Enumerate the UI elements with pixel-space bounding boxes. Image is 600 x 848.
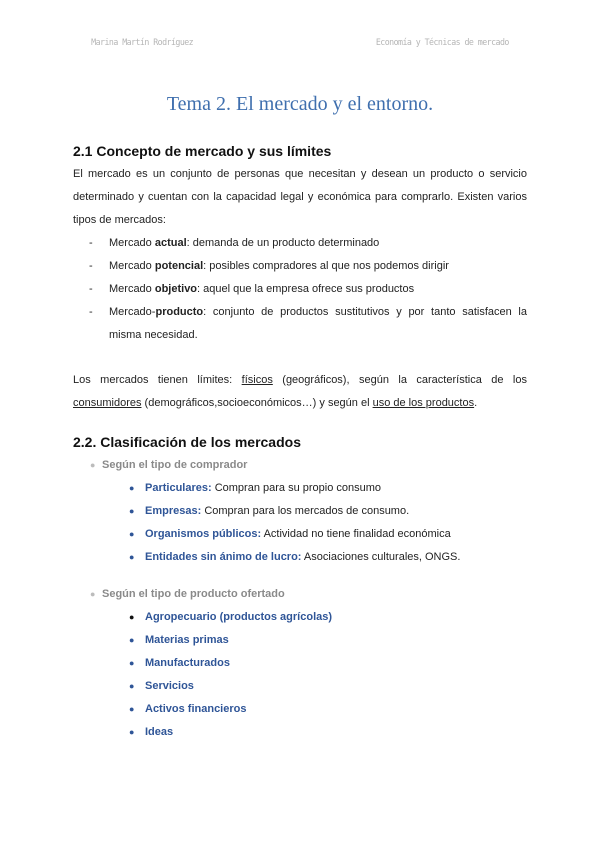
list-item: ● Empresas: Compran para los mercados de consumo. [73, 500, 527, 523]
bullet-icon: ● [129, 727, 135, 737]
market-limits-paragraph: Los mercados tienen límites: físicos (geográficos), según la característica de los consumidores (demográficos,socioeconómicos…) y según el uso de los productos. [73, 374, 527, 409]
list-item: - Mercado objetivo: aquel que la empresa ofrece sus productos [73, 278, 527, 301]
list-item: - Mercado-producto: conjunto de productos sustitutivos y por tanto satisfacen la misma necesidad. [73, 301, 527, 347]
category-product-type: ● Según el tipo de producto ofertado [73, 583, 527, 606]
dash-icon: - [89, 283, 93, 295]
bullet-icon: ● [129, 612, 135, 622]
dash-icon: - [89, 237, 93, 249]
dash-icon: - [89, 306, 93, 318]
list-item: ● Agropecuario (productos agrícolas) [73, 606, 527, 629]
list-item: ● Particulares: Compran para su propio consumo [73, 477, 527, 500]
list-item: ● Ideas [73, 721, 527, 744]
list-item: ● Servicios [73, 675, 527, 698]
list-item: ● Materias primas [73, 629, 527, 652]
bullet-icon: ● [129, 529, 135, 539]
document-title: Tema 2. El mercado y el entorno. [166, 93, 434, 115]
bullet-icon: ● [90, 589, 96, 599]
list-item: ● Organismos públicos: Actividad no tiene finalidad económica [73, 523, 527, 546]
bullet-icon: ● [129, 552, 135, 562]
bullet-icon: ● [129, 506, 135, 516]
section-1-intro: El mercado es un conjunto de personas que necesitan y desean un producto o servicio determinado y cuentan con la capacidad legal y económica para comprarlo. Existen varios tipos de mercados: [73, 168, 527, 226]
list-item: - Mercado potencial: posibles compradores al que nos podemos dirigir [73, 255, 527, 278]
bullet-icon: ● [129, 681, 135, 691]
list-item: - Mercado actual: demanda de un producto determinado [73, 232, 527, 255]
section-1-heading: 2.1 Concepto de mercado y sus límites [73, 143, 332, 159]
document-body [73, 142, 527, 744]
dash-icon: - [89, 260, 93, 272]
market-types-list [73, 232, 527, 347]
bullet-icon: ● [129, 483, 135, 493]
page-header [91, 38, 509, 48]
header-subject: Economía y Técnicas de mercado [375, 38, 509, 48]
bullet-icon: ● [129, 635, 135, 645]
bullet-icon: ● [90, 460, 96, 470]
header-author: Marina Martín Rodríguez [91, 38, 194, 48]
bullet-icon: ● [129, 658, 135, 668]
list-item: ● Manufacturados [73, 652, 527, 675]
category-buyer-type: ● Según el tipo de comprador [73, 454, 527, 477]
bullet-icon: ● [129, 704, 135, 714]
list-item: ● Entidades sin ánimo de lucro: Asociaciones culturales, ONGS. [73, 546, 527, 569]
list-item: ● Activos financieros [73, 698, 527, 721]
section-2-heading: 2.2. Clasificación de los mercados [73, 434, 301, 450]
